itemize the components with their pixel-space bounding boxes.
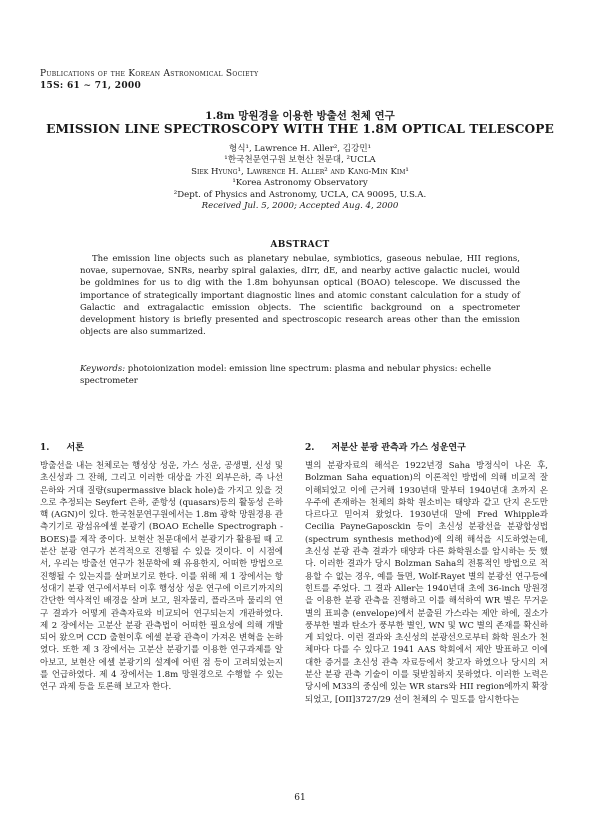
section-1-body: 방출선을 내는 천체로는 행성상 성운, 가스 성운, 공생별, 신성 및 초신성과 그 잔해, 그리고 이러한 대상을 가진 외부은하, 즉 나선 은하와 거대 질량(supermassive black hole)을 가지고 있을 것으로 추정되는 Seyfert 은하, 준항성 (quasars)등의 활동성 은하핵 (AGN)이 있다. 한국천문연구원에서는 1.8m 광학 망원경용 관측기기로 광섬유에셀 분광기 (BOAO Echelle Spectrograph - BOES)를 제작 중이다. 보현산 천문대에서 분광기가 활용될 때 고분산 분광 연구가 본격적으로 진행될 수 있을 것이다. 이 시점에서, 우리는 방출선 연구가 천문학에 왜 유용한지, 어떠한 방법으로 진행될 수 있는지를 살펴보기로 한다. 이를 위해 제 1 장에서는 항성대기 분광 연구에서부터 이후 행성상 성운 연구에 이르기까지의 간단한 역사적인 배경을 살펴 보고, 원자물리, 플라즈마 물리의 연구 결과가 어떻게 관측자료와 비교되어 연구되는지 개관하였다. 제 2 장에서는 고분산 분광 관측법이 어떠한 필요성에 의해 개발되어 왔으며 CCD 출현이후 에셀 분광 관측이 가져온 변혁을 논하였다. 또한 제 3 장에서는 고분산 분광기를 이용한 연구과제를 알아보고, 보현산 에셀 분광기의 설계에 어떤 점 등이 고려되었는지를 언급하였다. 제 4 장에서는 1.8m 망원경으로 수행할 수 있는 연구 과제 등을 토론해 보고자 한다.: [40, 461, 283, 693]
received-dates: Received Jul. 5, 2000; Accepted Aug. 4, 2000: [201, 201, 399, 212]
section-2-body: 별의 분광자료의 해석은 1922년경 Saha 방정식이 나온 후, Bolzman Saha equation)의 이론적인 방법에 의해 비교적 잘 이해되었고 이에 근거해 1930년대 말부터 1940년대 초까지 온 우주에 존재하는 천체의 화학 원소비는 태양과 같고 단지 온도만 다르다고 믿어져 왔었다. 1930년대 말에 Fred Whipple과 Cecilia PayneGaposckin 등이 초신성 분광선을 분광합성법(spectrum synthesis method)에 의해 해석을 시도하였는데, 초신성 분광 관측 결과가 태양과 다른 화학원소를 암시하는 듯 했다. 이러한 결과가 당시 Bolzman Saha의 전통적인 방법으로 적용할 수 없는 경우, 예를 들면, Wolf-Rayet 별의 분광선 연구등에 힌트를 주었다. 그 결과 Aller는 1940년대 초에 36-inch 망원경을 이용한 분광 관측을 진행하고 이를 해석하여 WR 별은 무거운 별의 표피층 (envelope)에서 분출된 가스라는 제안 하에, 질소가 풍부한 별과 탄소가 풍부한 별인, WN 및 WC 별의 존재를 확신하게 되었다. 이런 결과와 초신성의 분광선으로부터 화학 원소가 천체마다 다를 수 있다고 1941 AAS 학회에서 제안 발표하고 이에 대한 증거를 초신성 관측 자료등에서 찾고자 하였으나 당시의 저분산 분광 관측 기술이 이를 뒷받침하지 못하였다. 이러한 노력은 당시에 M33의 중심에 있는 WR stars와 HII region에까지 확장되었고, [OII]3727/29 선이 천체의 수 밀도를 암시한다는: [305, 461, 548, 705]
journal-header: [40, 68, 258, 92]
affiliation-1: ¹Korea Astronomy Observatory: [232, 178, 368, 189]
authors-korean: 형식¹, Lawrence H. Aller², 김강민¹: [228, 144, 372, 154]
journal-name: Publications of the Korean Astronomical Society: [40, 69, 259, 79]
keywords: [80, 363, 520, 387]
section-1-title: 서론: [66, 443, 84, 453]
journal-volume: 15S: 61 ∼ 71, 2000: [40, 81, 142, 91]
authors-english: Siek Hyung¹, Lawrence H. Aller² and Kang-Min Kim¹: [191, 166, 409, 177]
author-block: [0, 144, 600, 212]
right-column: [305, 460, 548, 706]
keywords-label: Keywords:: [80, 364, 126, 374]
title-english: EMISSION LINE SPECTROSCOPY WITH THE 1.8M OPTICAL TELESCOPE: [46, 122, 554, 136]
abstract-text: The emission line objects such as planetary nebulae, symbiotics, gaseous nebulae, HII regions, novae, supernovae, SNRs, nearby spiral galaxies, dIrr, dE, and nearby active galactic nuclei, would be goldmines for us to dig with the 1.8m bohyunsan optical (BOAO) telescope. We discussed the importance of strategically important diagnostic lines and atomic constant calculation for a study of Galactic and extragalactic emission objects. The scientific background on a spectrometer development history is briefly presented and spectroscopic research areas other than the emission objects are also summarized.: [80, 254, 520, 338]
section-2-heading: [305, 440, 466, 453]
abstract-heading: ABSTRACT: [270, 240, 330, 250]
page-number: 61: [294, 793, 306, 803]
section-1-number: 1.: [40, 443, 50, 453]
section-2-number: 2.: [305, 443, 315, 453]
affiliation-korean: ¹한국천문연구원 보현산 천문대, ²UCLA: [224, 155, 376, 166]
left-column: [40, 460, 283, 694]
keywords-text: photoionization model: emission line spectrum: plasma and nebular physics: echelle spectrometer: [80, 364, 491, 386]
title-korean: 1.8m 망원경을 이용한 방출선 천체 연구: [205, 110, 395, 122]
section-2-title: 저분산 분광 관측과 가스 성운연구: [331, 443, 466, 453]
section-1-heading: [40, 440, 84, 453]
affiliation-2: ²Dept. of Physics and Astronomy, UCLA, CA 90095, U.S.A.: [173, 189, 427, 200]
